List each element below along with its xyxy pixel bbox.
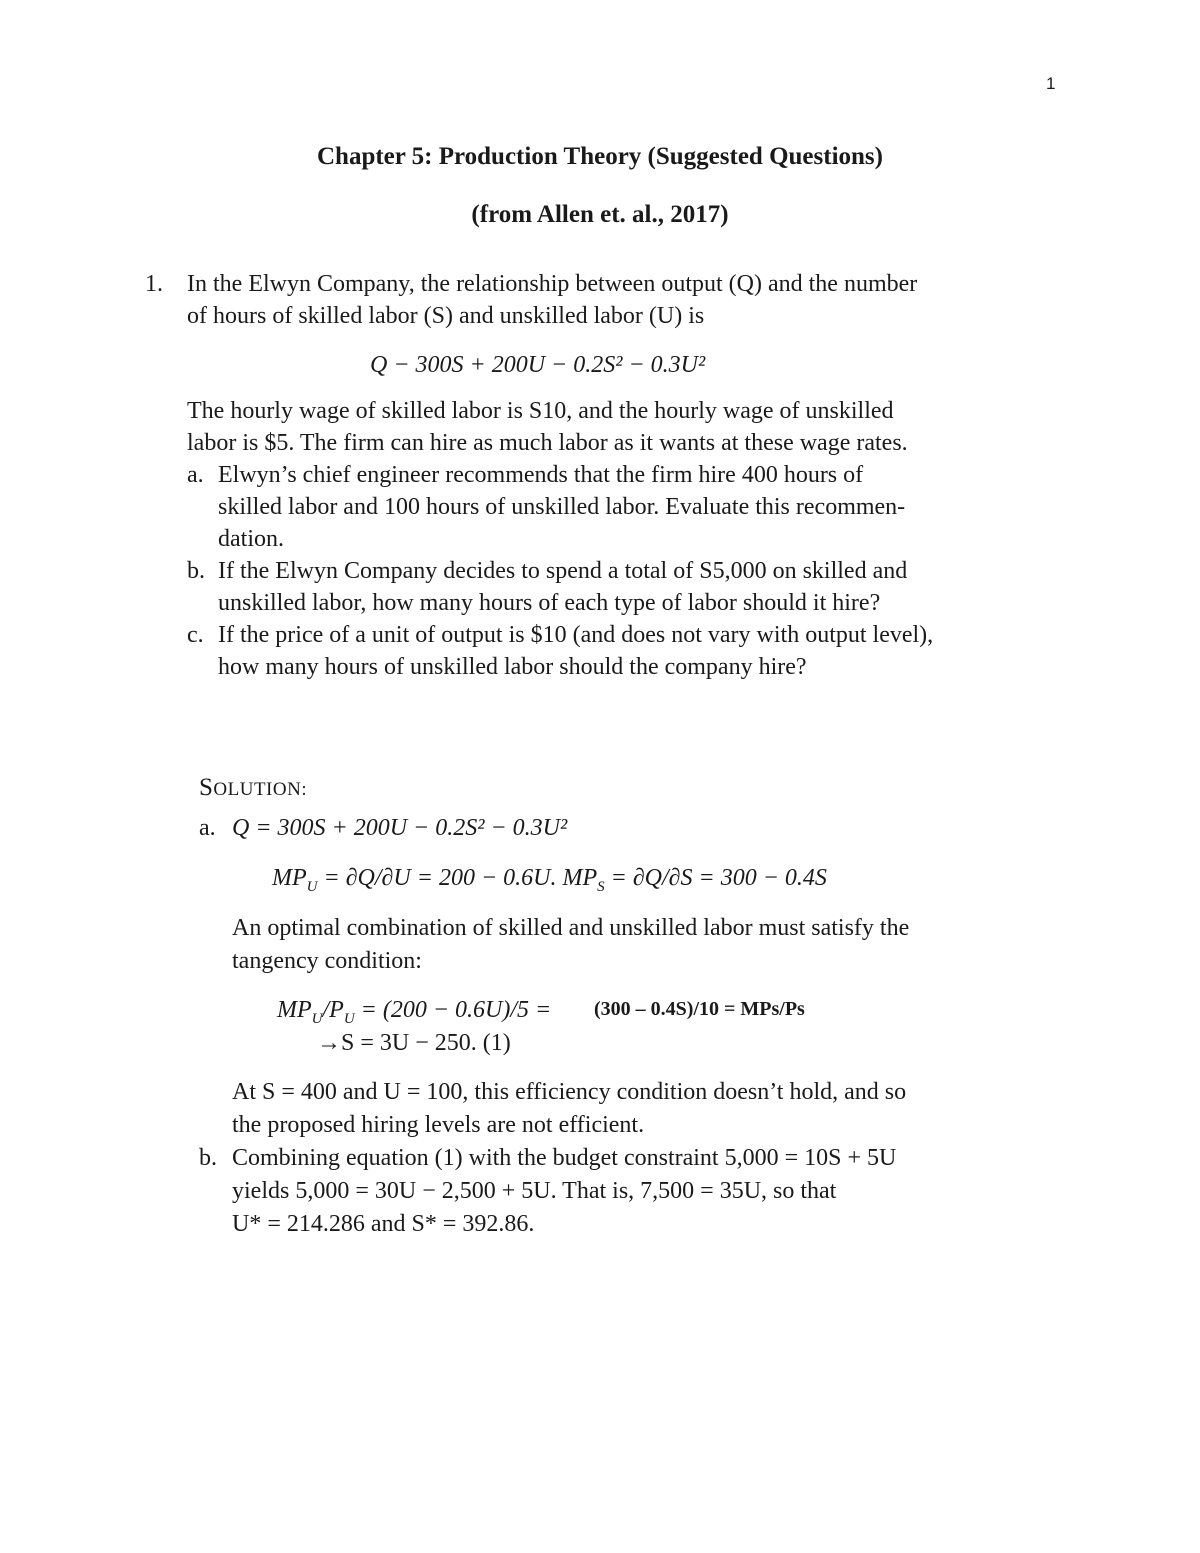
solution-heading: SOLUTION: [199,774,308,801]
wage-text-line: The hourly wage of skilled labor is S10, and the hourly wage of unskilled [187,398,894,424]
question-intro-line: of hours of skilled labor (S) and unskilled labor (U) is [187,303,705,329]
part-text-line: dation. [218,526,284,552]
solution-text-line: U* = 214.286 and S* = 392.86. [232,1211,535,1237]
production-equation: Q − 300S + 200U − 0.2S² − 0.3U² [370,352,706,378]
part-text-line: If the price of a unit of output is $10 (and does not vary with output level), [218,622,934,648]
question-number: 1. [145,271,163,297]
part-text-line: Elwyn’s chief engineer recommends that the firm hire 400 hours of [218,462,864,488]
solution-text-line: the proposed hiring levels are not efficient. [232,1112,645,1138]
solution-equation: Q = 300S + 200U − 0.2S² − 0.3U² [232,815,568,841]
solution-text-line: tangency condition: [232,948,422,974]
part-text-line: how many hours of unskilled labor should the company hire? [218,654,807,680]
part-label: a. [187,462,204,488]
part-label: b. [187,558,205,584]
solution-text-line: An optimal combination of skilled and unskilled labor must satisfy the [232,915,910,941]
equation-1-result: →S = 3U − 250. (1) [317,1030,511,1056]
page-number: 1 [1046,74,1056,93]
annotation-ratio: (300 – 0.4S)/10 = MPs/Ps [594,998,805,1020]
document-title: Chapter 5: Production Theory (Suggested Questions) [316,143,883,170]
wage-text-line: labor is $5. The firm can hire as much labor as it wants at these wage rates. [187,430,908,456]
solution-text-line: At S = 400 and U = 100, this efficiency condition doesn’t hold, and so [232,1079,907,1105]
marginal-products-line: $MP_U = \partial Q/\partial U = 200 - 0.6U$. $MP_S = \partial Q/\partial S = 300 - 0.4S$ [272,865,827,895]
solution-part-label: a. [199,815,216,841]
question-intro-line: In the Elwyn Company, the relationship between output (Q) and the number [187,271,918,297]
part-text-line: unskilled labor, how many hours of each type of labor should it hire? [218,590,881,616]
tangency-condition: $MP_U/P_U = (200 - 0.6U)/5$ = [277,997,552,1027]
part-label: c. [187,622,204,648]
solution-part-label: b. [199,1145,217,1171]
solution-text-line: yields 5,000 = 30U − 2,500 + 5U. That is, 7,500 = 35U, so that [232,1178,837,1204]
solution-text-line: Combining equation (1) with the budget constraint 5,000 = 10S + 5U [232,1145,897,1171]
document-subtitle: (from Allen et. al., 2017) [471,201,729,228]
part-text-line: skilled labor and 100 hours of unskilled labor. Evaluate this recommen- [218,494,906,520]
part-text-line: If the Elwyn Company decides to spend a total of S5,000 on skilled and [218,558,908,584]
